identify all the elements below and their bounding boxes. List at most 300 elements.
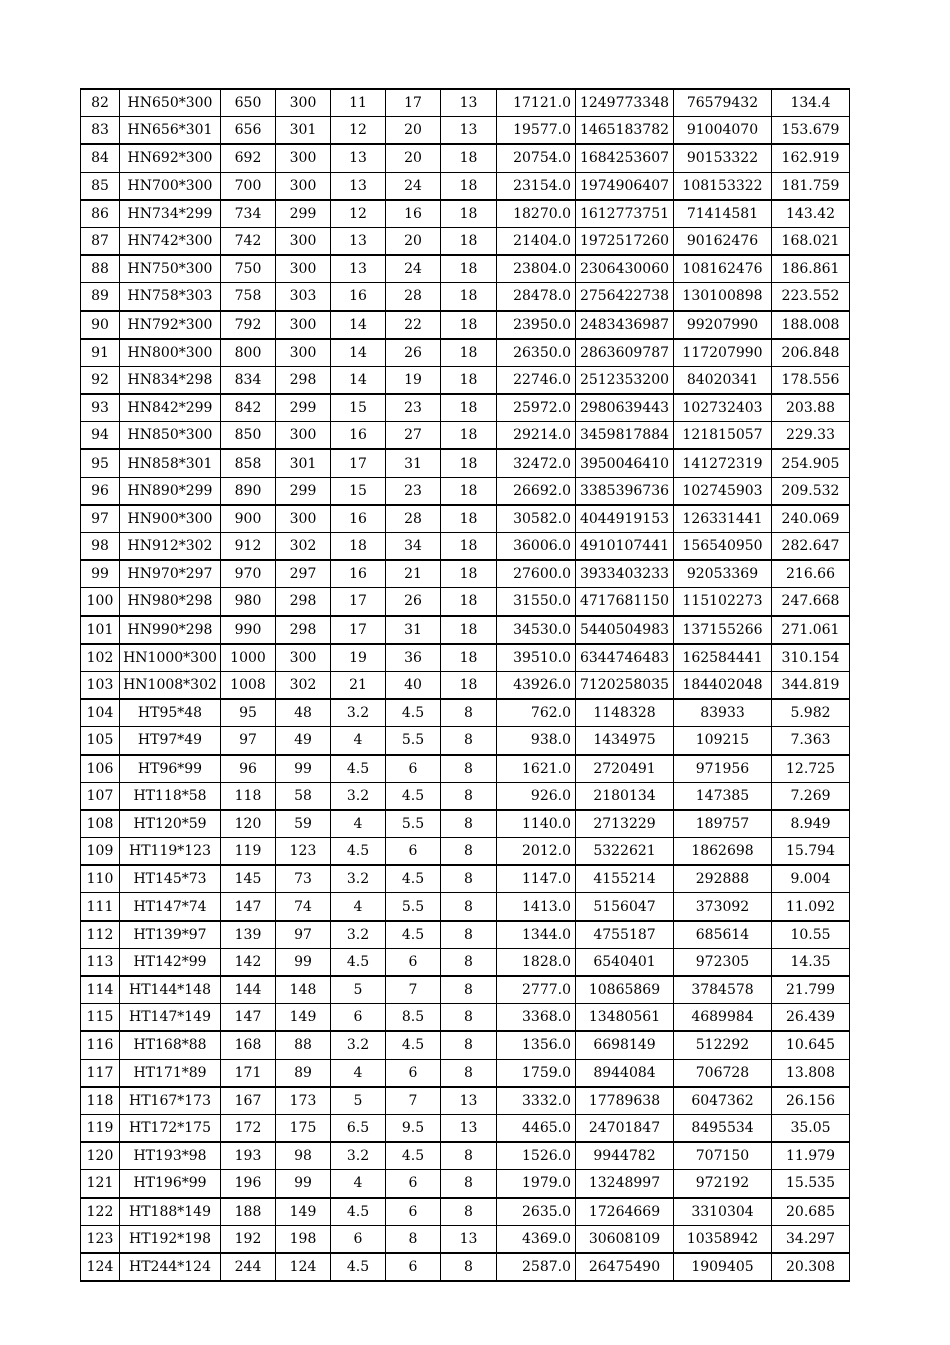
section-spec-cell: HT244*124 bbox=[120, 1253, 221, 1281]
height-cell: 192 bbox=[221, 1225, 276, 1253]
web-thickness-cell: 4.5 bbox=[331, 1198, 386, 1226]
height-cell: 750 bbox=[221, 255, 276, 283]
table-row bbox=[81, 1031, 850, 1059]
weight-cell: 34.297 bbox=[772, 1225, 850, 1253]
width-cell: 99 bbox=[276, 1170, 331, 1198]
flange-thickness-cell: 26 bbox=[386, 588, 441, 616]
area-cell: 34530.0 bbox=[497, 616, 576, 644]
moment-x-cell: 5440504983 bbox=[576, 616, 674, 644]
weight-cell: 254.905 bbox=[772, 449, 850, 477]
weight-cell: 10.55 bbox=[772, 921, 850, 949]
height-cell: 95 bbox=[221, 699, 276, 727]
row-number-cell: 88 bbox=[81, 255, 120, 283]
width-cell: 149 bbox=[276, 1198, 331, 1226]
area-cell: 938.0 bbox=[497, 727, 576, 755]
radius-cell: 13 bbox=[441, 89, 497, 117]
section-spec-cell: HT145*73 bbox=[120, 865, 221, 893]
table-row bbox=[81, 172, 850, 200]
web-thickness-cell: 4 bbox=[331, 1170, 386, 1198]
table-body bbox=[81, 89, 850, 1281]
weight-cell: 7.363 bbox=[772, 727, 850, 755]
area-cell: 1147.0 bbox=[497, 865, 576, 893]
area-cell: 29214.0 bbox=[497, 422, 576, 450]
moment-x-cell: 30608109 bbox=[576, 1225, 674, 1253]
area-cell: 31550.0 bbox=[497, 588, 576, 616]
web-thickness-cell: 11 bbox=[331, 89, 386, 117]
flange-thickness-cell: 20 bbox=[386, 117, 441, 145]
weight-cell: 21.799 bbox=[772, 976, 850, 1004]
area-cell: 926.0 bbox=[497, 782, 576, 810]
flange-thickness-cell: 4.5 bbox=[386, 1142, 441, 1170]
row-number-cell: 102 bbox=[81, 644, 120, 672]
web-thickness-cell: 21 bbox=[331, 671, 386, 699]
height-cell: 97 bbox=[221, 727, 276, 755]
height-cell: 656 bbox=[221, 117, 276, 145]
flange-thickness-cell: 4.5 bbox=[386, 865, 441, 893]
table-row bbox=[81, 1004, 850, 1032]
radius-cell: 18 bbox=[441, 477, 497, 505]
table-row bbox=[81, 339, 850, 367]
row-number-cell: 101 bbox=[81, 616, 120, 644]
flange-thickness-cell: 6 bbox=[386, 1253, 441, 1281]
flange-thickness-cell: 40 bbox=[386, 671, 441, 699]
radius-cell: 18 bbox=[441, 422, 497, 450]
table-row bbox=[81, 671, 850, 699]
flange-thickness-cell: 6 bbox=[386, 948, 441, 976]
moment-x-cell: 6540401 bbox=[576, 948, 674, 976]
flange-thickness-cell: 17 bbox=[386, 89, 441, 117]
moment-y-cell: 92053369 bbox=[674, 560, 772, 588]
row-number-cell: 107 bbox=[81, 782, 120, 810]
section-spec-cell: HT119*123 bbox=[120, 838, 221, 866]
width-cell: 175 bbox=[276, 1114, 331, 1142]
table-row bbox=[81, 644, 850, 672]
height-cell: 970 bbox=[221, 560, 276, 588]
moment-x-cell: 9944782 bbox=[576, 1142, 674, 1170]
height-cell: 167 bbox=[221, 1087, 276, 1115]
row-number-cell: 86 bbox=[81, 200, 120, 228]
moment-y-cell: 90162476 bbox=[674, 227, 772, 255]
area-cell: 25972.0 bbox=[497, 394, 576, 422]
area-cell: 4369.0 bbox=[497, 1225, 576, 1253]
area-cell: 1413.0 bbox=[497, 893, 576, 921]
moment-y-cell: 90153322 bbox=[674, 144, 772, 172]
moment-y-cell: 162584441 bbox=[674, 644, 772, 672]
moment-y-cell: 76579432 bbox=[674, 89, 772, 117]
radius-cell: 8 bbox=[441, 727, 497, 755]
radius-cell: 18 bbox=[441, 227, 497, 255]
section-spec-cell: HN900*300 bbox=[120, 505, 221, 533]
width-cell: 300 bbox=[276, 644, 331, 672]
weight-cell: 168.021 bbox=[772, 227, 850, 255]
height-cell: 144 bbox=[221, 976, 276, 1004]
weight-cell: 14.35 bbox=[772, 948, 850, 976]
row-number-cell: 114 bbox=[81, 976, 120, 1004]
moment-x-cell: 3459817884 bbox=[576, 422, 674, 450]
row-number-cell: 115 bbox=[81, 1004, 120, 1032]
height-cell: 1000 bbox=[221, 644, 276, 672]
width-cell: 300 bbox=[276, 422, 331, 450]
moment-y-cell: 512292 bbox=[674, 1031, 772, 1059]
section-spec-cell: HT196*99 bbox=[120, 1170, 221, 1198]
web-thickness-cell: 4 bbox=[331, 1059, 386, 1087]
flange-thickness-cell: 24 bbox=[386, 255, 441, 283]
weight-cell: 7.269 bbox=[772, 782, 850, 810]
moment-y-cell: 99207990 bbox=[674, 311, 772, 339]
table-row bbox=[81, 227, 850, 255]
weight-cell: 11.979 bbox=[772, 1142, 850, 1170]
moment-x-cell: 6698149 bbox=[576, 1031, 674, 1059]
row-number-cell: 92 bbox=[81, 366, 120, 394]
height-cell: 196 bbox=[221, 1170, 276, 1198]
moment-x-cell: 1148328 bbox=[576, 699, 674, 727]
width-cell: 74 bbox=[276, 893, 331, 921]
section-spec-cell: HN656*301 bbox=[120, 117, 221, 145]
flange-thickness-cell: 19 bbox=[386, 366, 441, 394]
moment-y-cell: 121815057 bbox=[674, 422, 772, 450]
row-number-cell: 103 bbox=[81, 671, 120, 699]
row-number-cell: 93 bbox=[81, 394, 120, 422]
moment-y-cell: 292888 bbox=[674, 865, 772, 893]
web-thickness-cell: 3.2 bbox=[331, 699, 386, 727]
area-cell: 20754.0 bbox=[497, 144, 576, 172]
row-number-cell: 108 bbox=[81, 810, 120, 838]
radius-cell: 8 bbox=[441, 1004, 497, 1032]
area-cell: 18270.0 bbox=[497, 200, 576, 228]
flange-thickness-cell: 7 bbox=[386, 1087, 441, 1115]
radius-cell: 8 bbox=[441, 755, 497, 783]
flange-thickness-cell: 28 bbox=[386, 505, 441, 533]
section-spec-cell: HN850*300 bbox=[120, 422, 221, 450]
radius-cell: 18 bbox=[441, 283, 497, 311]
table-row bbox=[81, 422, 850, 450]
width-cell: 59 bbox=[276, 810, 331, 838]
table-row bbox=[81, 727, 850, 755]
table-row bbox=[81, 1114, 850, 1142]
width-cell: 303 bbox=[276, 283, 331, 311]
radius-cell: 18 bbox=[441, 533, 497, 561]
width-cell: 300 bbox=[276, 505, 331, 533]
flange-thickness-cell: 6 bbox=[386, 1059, 441, 1087]
area-cell: 23950.0 bbox=[497, 311, 576, 339]
height-cell: 147 bbox=[221, 1004, 276, 1032]
weight-cell: 35.05 bbox=[772, 1114, 850, 1142]
row-number-cell: 105 bbox=[81, 727, 120, 755]
area-cell: 1526.0 bbox=[497, 1142, 576, 1170]
row-number-cell: 118 bbox=[81, 1087, 120, 1115]
web-thickness-cell: 4 bbox=[331, 893, 386, 921]
area-cell: 26350.0 bbox=[497, 339, 576, 367]
height-cell: 1008 bbox=[221, 671, 276, 699]
height-cell: 700 bbox=[221, 172, 276, 200]
moment-x-cell: 1684253607 bbox=[576, 144, 674, 172]
moment-y-cell: 1909405 bbox=[674, 1253, 772, 1281]
radius-cell: 8 bbox=[441, 699, 497, 727]
moment-y-cell: 91004070 bbox=[674, 117, 772, 145]
flange-thickness-cell: 5.5 bbox=[386, 893, 441, 921]
web-thickness-cell: 6 bbox=[331, 1004, 386, 1032]
moment-y-cell: 1862698 bbox=[674, 838, 772, 866]
table-row bbox=[81, 1253, 850, 1281]
table-row bbox=[81, 1142, 850, 1170]
web-thickness-cell: 14 bbox=[331, 366, 386, 394]
table-row bbox=[81, 588, 850, 616]
radius-cell: 18 bbox=[441, 255, 497, 283]
area-cell: 3332.0 bbox=[497, 1087, 576, 1115]
row-number-cell: 110 bbox=[81, 865, 120, 893]
flange-thickness-cell: 6 bbox=[386, 1198, 441, 1226]
area-cell: 30582.0 bbox=[497, 505, 576, 533]
radius-cell: 8 bbox=[441, 1253, 497, 1281]
weight-cell: 240.069 bbox=[772, 505, 850, 533]
height-cell: 96 bbox=[221, 755, 276, 783]
width-cell: 99 bbox=[276, 948, 331, 976]
table-row bbox=[81, 283, 850, 311]
section-spec-cell: HT192*198 bbox=[120, 1225, 221, 1253]
row-number-cell: 123 bbox=[81, 1225, 120, 1253]
radius-cell: 8 bbox=[441, 1170, 497, 1198]
web-thickness-cell: 3.2 bbox=[331, 921, 386, 949]
area-cell: 36006.0 bbox=[497, 533, 576, 561]
weight-cell: 181.759 bbox=[772, 172, 850, 200]
radius-cell: 13 bbox=[441, 1114, 497, 1142]
flange-thickness-cell: 8 bbox=[386, 1225, 441, 1253]
web-thickness-cell: 12 bbox=[331, 200, 386, 228]
radius-cell: 8 bbox=[441, 893, 497, 921]
radius-cell: 18 bbox=[441, 172, 497, 200]
width-cell: 298 bbox=[276, 366, 331, 394]
section-spec-cell: HN1008*302 bbox=[120, 671, 221, 699]
radius-cell: 8 bbox=[441, 1142, 497, 1170]
moment-x-cell: 13480561 bbox=[576, 1004, 674, 1032]
weight-cell: 11.092 bbox=[772, 893, 850, 921]
moment-x-cell: 1434975 bbox=[576, 727, 674, 755]
flange-thickness-cell: 23 bbox=[386, 477, 441, 505]
section-spec-cell: HN912*302 bbox=[120, 533, 221, 561]
web-thickness-cell: 4 bbox=[331, 727, 386, 755]
table-row bbox=[81, 311, 850, 339]
web-thickness-cell: 4.5 bbox=[331, 1253, 386, 1281]
section-spec-cell: HT172*175 bbox=[120, 1114, 221, 1142]
row-number-cell: 89 bbox=[81, 283, 120, 311]
moment-x-cell: 2483436987 bbox=[576, 311, 674, 339]
table-row bbox=[81, 89, 850, 117]
height-cell: 800 bbox=[221, 339, 276, 367]
moment-y-cell: 6047362 bbox=[674, 1087, 772, 1115]
area-cell: 2777.0 bbox=[497, 976, 576, 1004]
row-number-cell: 82 bbox=[81, 89, 120, 117]
moment-y-cell: 109215 bbox=[674, 727, 772, 755]
weight-cell: 282.647 bbox=[772, 533, 850, 561]
area-cell: 26692.0 bbox=[497, 477, 576, 505]
table-row bbox=[81, 1225, 850, 1253]
web-thickness-cell: 5 bbox=[331, 1087, 386, 1115]
weight-cell: 26.156 bbox=[772, 1087, 850, 1115]
moment-x-cell: 4717681150 bbox=[576, 588, 674, 616]
radius-cell: 8 bbox=[441, 948, 497, 976]
weight-cell: 188.008 bbox=[772, 311, 850, 339]
section-spec-cell: HN650*300 bbox=[120, 89, 221, 117]
moment-y-cell: 83933 bbox=[674, 699, 772, 727]
web-thickness-cell: 4.5 bbox=[331, 755, 386, 783]
table-row bbox=[81, 1170, 850, 1198]
moment-x-cell: 4044919153 bbox=[576, 505, 674, 533]
weight-cell: 143.42 bbox=[772, 200, 850, 228]
web-thickness-cell: 13 bbox=[331, 144, 386, 172]
web-thickness-cell: 6.5 bbox=[331, 1114, 386, 1142]
width-cell: 173 bbox=[276, 1087, 331, 1115]
section-spec-cell: HN858*301 bbox=[120, 449, 221, 477]
flange-thickness-cell: 6 bbox=[386, 1170, 441, 1198]
row-number-cell: 109 bbox=[81, 838, 120, 866]
area-cell: 1344.0 bbox=[497, 921, 576, 949]
radius-cell: 18 bbox=[441, 144, 497, 172]
table-row bbox=[81, 893, 850, 921]
moment-x-cell: 1972517260 bbox=[576, 227, 674, 255]
area-cell: 3368.0 bbox=[497, 1004, 576, 1032]
section-spec-cell: HT97*49 bbox=[120, 727, 221, 755]
flange-thickness-cell: 4.5 bbox=[386, 1031, 441, 1059]
height-cell: 850 bbox=[221, 422, 276, 450]
width-cell: 300 bbox=[276, 172, 331, 200]
area-cell: 1140.0 bbox=[497, 810, 576, 838]
flange-thickness-cell: 31 bbox=[386, 616, 441, 644]
weight-cell: 8.949 bbox=[772, 810, 850, 838]
width-cell: 123 bbox=[276, 838, 331, 866]
web-thickness-cell: 18 bbox=[331, 533, 386, 561]
moment-x-cell: 2756422738 bbox=[576, 283, 674, 311]
moment-x-cell: 2713229 bbox=[576, 810, 674, 838]
area-cell: 1759.0 bbox=[497, 1059, 576, 1087]
flange-thickness-cell: 4.5 bbox=[386, 699, 441, 727]
section-properties-table bbox=[80, 88, 850, 1282]
moment-y-cell: 3784578 bbox=[674, 976, 772, 1004]
width-cell: 297 bbox=[276, 560, 331, 588]
web-thickness-cell: 13 bbox=[331, 172, 386, 200]
area-cell: 32472.0 bbox=[497, 449, 576, 477]
flange-thickness-cell: 5.5 bbox=[386, 810, 441, 838]
moment-y-cell: 373092 bbox=[674, 893, 772, 921]
width-cell: 58 bbox=[276, 782, 331, 810]
height-cell: 147 bbox=[221, 893, 276, 921]
weight-cell: 344.819 bbox=[772, 671, 850, 699]
moment-x-cell: 1465183782 bbox=[576, 117, 674, 145]
section-spec-cell: HT147*149 bbox=[120, 1004, 221, 1032]
web-thickness-cell: 5 bbox=[331, 976, 386, 1004]
height-cell: 650 bbox=[221, 89, 276, 117]
width-cell: 148 bbox=[276, 976, 331, 1004]
weight-cell: 26.439 bbox=[772, 1004, 850, 1032]
height-cell: 990 bbox=[221, 616, 276, 644]
height-cell: 742 bbox=[221, 227, 276, 255]
section-spec-cell: HT193*98 bbox=[120, 1142, 221, 1170]
width-cell: 299 bbox=[276, 200, 331, 228]
area-cell: 39510.0 bbox=[497, 644, 576, 672]
width-cell: 98 bbox=[276, 1142, 331, 1170]
row-number-cell: 106 bbox=[81, 755, 120, 783]
flange-thickness-cell: 5.5 bbox=[386, 727, 441, 755]
width-cell: 124 bbox=[276, 1253, 331, 1281]
table-row bbox=[81, 533, 850, 561]
area-cell: 21404.0 bbox=[497, 227, 576, 255]
width-cell: 299 bbox=[276, 477, 331, 505]
table-row bbox=[81, 1198, 850, 1226]
width-cell: 302 bbox=[276, 533, 331, 561]
weight-cell: 247.668 bbox=[772, 588, 850, 616]
moment-y-cell: 156540950 bbox=[674, 533, 772, 561]
width-cell: 300 bbox=[276, 89, 331, 117]
table-row bbox=[81, 200, 850, 228]
section-spec-cell: HT168*88 bbox=[120, 1031, 221, 1059]
width-cell: 88 bbox=[276, 1031, 331, 1059]
section-spec-cell: HT139*97 bbox=[120, 921, 221, 949]
flange-thickness-cell: 23 bbox=[386, 394, 441, 422]
web-thickness-cell: 15 bbox=[331, 477, 386, 505]
table-row bbox=[81, 616, 850, 644]
table-row bbox=[81, 449, 850, 477]
weight-cell: 310.154 bbox=[772, 644, 850, 672]
moment-y-cell: 71414581 bbox=[674, 200, 772, 228]
moment-x-cell: 10865869 bbox=[576, 976, 674, 1004]
width-cell: 300 bbox=[276, 144, 331, 172]
section-spec-cell: HN842*299 bbox=[120, 394, 221, 422]
row-number-cell: 99 bbox=[81, 560, 120, 588]
radius-cell: 18 bbox=[441, 644, 497, 672]
width-cell: 301 bbox=[276, 449, 331, 477]
table-row bbox=[81, 865, 850, 893]
weight-cell: 206.848 bbox=[772, 339, 850, 367]
flange-thickness-cell: 24 bbox=[386, 172, 441, 200]
weight-cell: 20.308 bbox=[772, 1253, 850, 1281]
moment-x-cell: 1249773348 bbox=[576, 89, 674, 117]
width-cell: 89 bbox=[276, 1059, 331, 1087]
width-cell: 149 bbox=[276, 1004, 331, 1032]
moment-x-cell: 3385396736 bbox=[576, 477, 674, 505]
moment-y-cell: 706728 bbox=[674, 1059, 772, 1087]
area-cell: 2587.0 bbox=[497, 1253, 576, 1281]
weight-cell: 216.66 bbox=[772, 560, 850, 588]
flange-thickness-cell: 28 bbox=[386, 283, 441, 311]
height-cell: 171 bbox=[221, 1059, 276, 1087]
web-thickness-cell: 3.2 bbox=[331, 782, 386, 810]
flange-thickness-cell: 20 bbox=[386, 144, 441, 172]
width-cell: 48 bbox=[276, 699, 331, 727]
row-number-cell: 111 bbox=[81, 893, 120, 921]
height-cell: 139 bbox=[221, 921, 276, 949]
height-cell: 193 bbox=[221, 1142, 276, 1170]
weight-cell: 209.532 bbox=[772, 477, 850, 505]
section-spec-cell: HT167*173 bbox=[120, 1087, 221, 1115]
table-row bbox=[81, 1059, 850, 1087]
section-spec-cell: HT120*59 bbox=[120, 810, 221, 838]
radius-cell: 18 bbox=[441, 588, 497, 616]
section-spec-cell: HT147*74 bbox=[120, 893, 221, 921]
radius-cell: 18 bbox=[441, 339, 497, 367]
flange-thickness-cell: 7 bbox=[386, 976, 441, 1004]
weight-cell: 20.685 bbox=[772, 1198, 850, 1226]
weight-cell: 12.725 bbox=[772, 755, 850, 783]
area-cell: 19577.0 bbox=[497, 117, 576, 145]
table-row bbox=[81, 699, 850, 727]
row-number-cell: 121 bbox=[81, 1170, 120, 1198]
flange-thickness-cell: 6 bbox=[386, 755, 441, 783]
table-row bbox=[81, 838, 850, 866]
web-thickness-cell: 13 bbox=[331, 255, 386, 283]
moment-x-cell: 3950046410 bbox=[576, 449, 674, 477]
weight-cell: 15.535 bbox=[772, 1170, 850, 1198]
web-thickness-cell: 14 bbox=[331, 339, 386, 367]
web-thickness-cell: 13 bbox=[331, 227, 386, 255]
